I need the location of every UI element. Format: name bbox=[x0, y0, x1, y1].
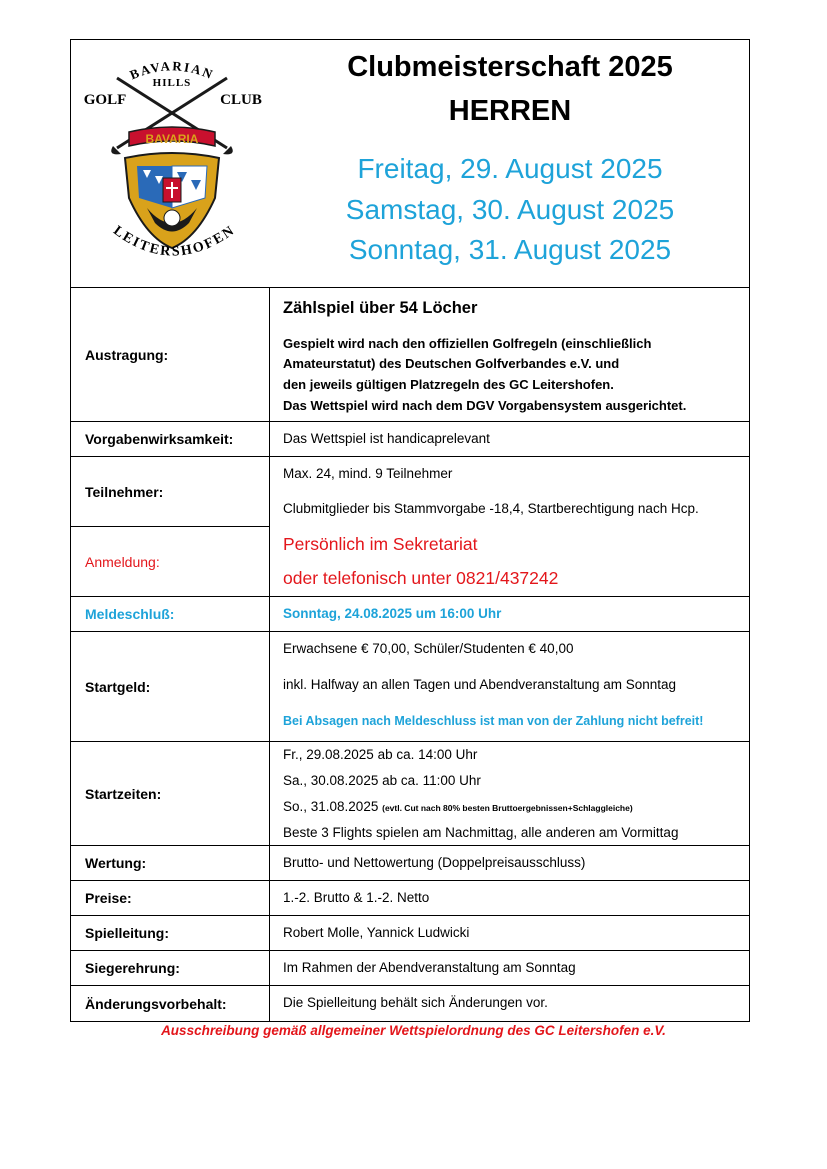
footer-note: Ausschreibung gemäß allgemeiner Wettspielordnung des GC Leitershofen e.V. bbox=[161, 1023, 666, 1038]
row-value bbox=[270, 422, 749, 456]
rules-line: Gespielt wird nach den offiziellen Golfregeln (einschließlich bbox=[283, 336, 652, 351]
tournament-sheet bbox=[70, 39, 750, 1022]
fee-line: inkl. Halfway an allen Tagen und Abendveranstaltung am Sonntag bbox=[283, 677, 677, 692]
row-preise bbox=[71, 881, 749, 916]
row-startzeiten bbox=[71, 742, 749, 846]
row-label: Startgeld: bbox=[71, 632, 270, 741]
row-value bbox=[270, 881, 749, 915]
logo-banner-text: BAVARIA bbox=[145, 132, 199, 146]
row-value bbox=[270, 597, 749, 631]
date-friday: Freitag, 29. August 2025 bbox=[357, 153, 663, 184]
tee-time-line bbox=[283, 799, 633, 814]
row-label: Austragung: bbox=[71, 288, 270, 421]
row-value bbox=[270, 846, 749, 880]
row-siegerehrung bbox=[71, 951, 749, 986]
row-value-text: 1.-2. Brutto & 1.-2. Netto bbox=[283, 890, 430, 905]
rules-line: Das Wettspiel wird nach dem DGV Vorgabensystem ausgerichtet. bbox=[283, 398, 687, 413]
deadline-text: Sonntag, 24.08.2025 um 16:00 Uhr bbox=[283, 606, 502, 621]
row-label: Änderungsvorbehalt: bbox=[71, 986, 270, 1021]
logo-golf-text: GOLF bbox=[83, 92, 127, 108]
row-value-text: Das Wettspiel ist handicaprelevant bbox=[283, 431, 490, 446]
tee-time-line: Fr., 29.08.2025 ab ca. 14:00 Uhr bbox=[283, 747, 478, 762]
row-value bbox=[270, 951, 749, 985]
row-label: Wertung: bbox=[71, 846, 270, 880]
row-label-teilnehmer: Teilnehmer: bbox=[71, 457, 270, 527]
teilnehmer-line: Clubmitglieder bis Stammvorgabe -18,4, Startberechtigung nach Hcp. bbox=[283, 501, 699, 516]
anmeldung-label-text: Anmeldung: bbox=[85, 554, 160, 570]
row-value bbox=[270, 457, 749, 596]
date-sunday: Sonntag, 31. August 2025 bbox=[348, 234, 672, 265]
page-title: Clubmeisterschaft 2025 bbox=[347, 51, 673, 83]
row-wertung bbox=[71, 846, 749, 881]
logo-hills-text: HILLS bbox=[152, 77, 192, 89]
row-value-text: Brutto- und Nettowertung (Doppelpreisausschluss) bbox=[283, 855, 586, 870]
logo-arc-top-text: BAVARIAN bbox=[127, 58, 217, 83]
anmeldung-line: oder telefonisch unter 0821/437242 bbox=[283, 568, 559, 588]
row-meldeschluss bbox=[71, 597, 749, 632]
format-headline: Zählspiel über 54 Löcher bbox=[283, 299, 478, 317]
row-label: Vorgabenwirksamkeit: bbox=[71, 422, 270, 456]
rules-line: Amateurstatut) des Deutschen Golfverbandes e.V. und bbox=[283, 356, 620, 371]
anmeldung-line: Persönlich im Sekretariat bbox=[283, 534, 478, 554]
row-startgeld bbox=[71, 632, 749, 742]
golf-club-logo bbox=[77, 48, 267, 276]
row-teilnehmer-anmeldung bbox=[71, 457, 749, 597]
row-value bbox=[270, 916, 749, 950]
row-label: Meldeschluß: bbox=[71, 597, 270, 631]
tee-time-line: Beste 3 Flights spielen am Nachmittag, alle anderen am Vormittag bbox=[283, 825, 679, 840]
row-aenderung bbox=[71, 986, 749, 1021]
fee-warning: Bei Absagen nach Meldeschluss ist man von der Zahlung nicht befreit! bbox=[283, 714, 704, 728]
row-value-text: Im Rahmen der Abendveranstaltung am Sonntag bbox=[283, 960, 576, 975]
row-value bbox=[270, 986, 749, 1021]
tee-time-line: Sa., 30.08.2025 ab ca. 11:00 Uhr bbox=[283, 773, 481, 788]
row-value-text: Die Spielleitung behält sich Änderungen vor. bbox=[283, 995, 548, 1010]
row-label-anmeldung bbox=[71, 527, 270, 597]
logo-arc-bottom-text: LEITERSHOFEN bbox=[110, 222, 239, 260]
row-value bbox=[270, 632, 749, 741]
row-vorgabe bbox=[71, 422, 749, 457]
row-value-text: Robert Molle, Yannick Ludwicki bbox=[283, 925, 470, 940]
row-spielleitung bbox=[71, 916, 749, 951]
date-saturday: Samstag, 30. August 2025 bbox=[345, 194, 675, 225]
fee-line: Erwachsene € 70,00, Schüler/Studenten € 40,00 bbox=[283, 641, 574, 656]
row-label: Startzeiten: bbox=[71, 742, 270, 845]
row-label: Siegerehrung: bbox=[71, 951, 270, 985]
logo-club-text: CLUB bbox=[220, 92, 262, 108]
tee-time-sunday: So., 31.08.2025 bbox=[283, 799, 379, 814]
header bbox=[71, 40, 749, 288]
cut-note: (evtl. Cut nach 80% besten Bruttoergebnissen+Schlaggleiche) bbox=[382, 803, 633, 813]
crest-icon bbox=[125, 153, 219, 248]
row-label: Preise: bbox=[71, 881, 270, 915]
row-label: Spielleitung: bbox=[71, 916, 270, 950]
banner-icon bbox=[129, 127, 215, 146]
row-austragung bbox=[71, 288, 749, 422]
row-value bbox=[270, 742, 749, 845]
page-subtitle: HERREN bbox=[448, 95, 572, 127]
rules-line: den jeweils gültigen Platzregeln des GC Leitershofen. bbox=[283, 377, 614, 392]
teilnehmer-line: Max. 24, mind. 9 Teilnehmer bbox=[283, 466, 453, 481]
row-value bbox=[270, 288, 749, 421]
